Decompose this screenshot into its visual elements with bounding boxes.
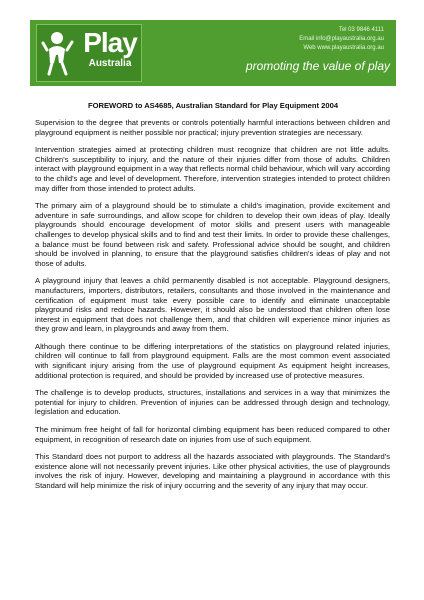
contact-phone: Tel 03 9846 4111 xyxy=(338,27,384,33)
paragraph: Supervision to the degree that prevents or controls potentially harmful interactions between children and playground equipment is neither possible nor practical; injury prevention strategies are necessary. xyxy=(35,118,390,137)
child-figure-icon xyxy=(41,29,75,77)
paragraph: A playground injury that leaves a child permanently disabled is not acceptable. Playground designers, manufacturers, importers, distributors, retailers, consultants and those involved in the maintenance and certification of equipment must take every possible care to identify and eliminate unacceptable playground risks and reduce hazards. However, it should also be understood that children often lose interest in equipment that does not challenge them, and that children will experience minor injuries as they grow and learn, in playgrounds and away from them. xyxy=(35,276,390,334)
paragraph: The primary aim of a playground should be to stimulate a child's imagination, provide excitement and adventure in safe surroundings, and allow scope for children to develop their own ideas of play. Ideally playgrounds should encourage development of motor skills and present users with manageable challenges to develop physical skills and to find and test their limits. In order to provide these challenges, a balance must be found between risk and safety. Professional advice should be sought, and children should be involved in planning, to ensure that the playground satisfies children's ideas of play and not those of adults. xyxy=(35,201,390,268)
contact-details xyxy=(224,26,384,53)
document-body xyxy=(35,118,390,499)
paragraph: Intervention strategies aimed at protecting children must recognize that children are not little adults. Children's susceptibility to injury, and the nature of their injuries differ from those of adults. Children interact with playground equipment in a way that reflects normal child behaviour, which will vary according to the child's age and level of development. Therefore, intervention strategies intended to protect children may differ from those intended to protect adults. xyxy=(35,145,390,193)
logo-main-text: Play xyxy=(83,27,137,58)
paragraph: This Standard does not purport to address all the hazards associated with playgrounds. The Standard's existence alone will not necessarily prevent injuries. Like other physical activities, the use of playgrounds involves the risk of injury. However, developing and maintaining a playground in accordance with this Standard will help minimize the risk of injury occurring and the severity of any injury that may occur. xyxy=(35,452,390,490)
paragraph: The minimum free height of fall for horizontal climbing equipment has been reduced compared to other equipment, in recognition of research date on injuries from use of such equipment. xyxy=(35,425,390,444)
play-australia-logo xyxy=(36,24,142,82)
slogan: promoting the value of play xyxy=(245,59,390,73)
paragraph: Although there continue to be differing interpretations of the statistics on playground related injuries, children will continue to fall from playground equipment. Falls are the most common event associated with significant injury arising from the use of playground equipment As equipment height increases, additional protection is required, and should be provided by increased use of protective measures. xyxy=(35,341,390,380)
logo-sub-text: Australia xyxy=(88,58,132,69)
logo-wordmark xyxy=(79,29,141,69)
page-title: FOREWORD to AS4685, Australian Standard for Play Equipment 2004 xyxy=(87,101,339,110)
paragraph: The challenge is to develop products, structures, installations and services in a way that minimizes the potential for injury to children. Prevention of injuries can be addressed through design and technology, legislation and education. xyxy=(35,388,390,417)
contact-website: Web www.playaustralia.org.au xyxy=(303,45,384,51)
contact-email: Email info@playaustralia.org.au xyxy=(299,36,384,42)
